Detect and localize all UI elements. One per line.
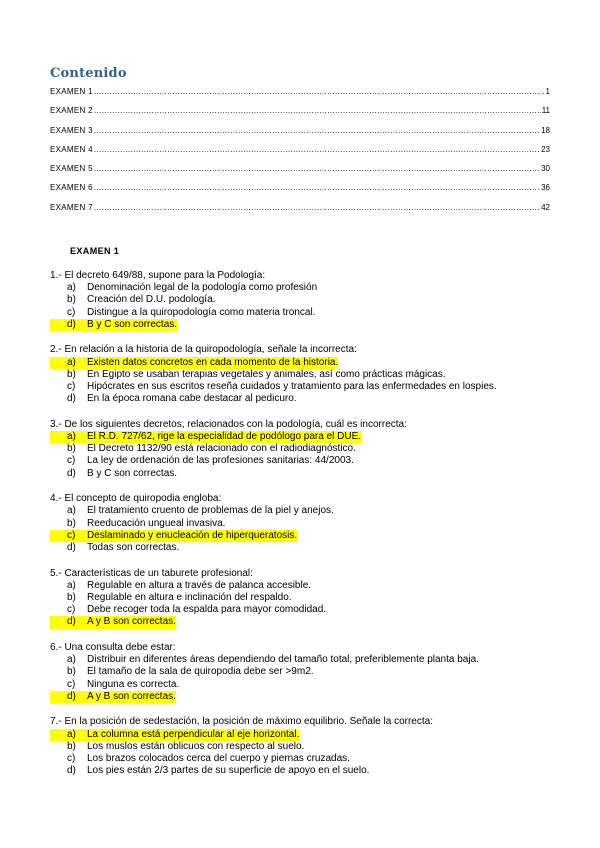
answer-option [50,319,570,331]
answer-option-letter: a) [67,654,76,666]
answer-option-letter: d) [67,393,76,405]
toc-entry-page: 18 [541,125,550,135]
answer-option-text-highlighted: A y B son correctas. [87,690,176,702]
answer-option [50,666,570,678]
answer-option-letter: a) [50,357,87,369]
answer-option-text: Todas son correctas. [87,542,180,554]
answer-option [50,654,570,666]
question-text: 2.- En relación a la historia de la quiropodología, señale la incorrecta: [50,344,357,356]
question-text: 7.- En la posición de sedestación, la posición de máximo equilibrio. Señale la correcta: [50,716,433,728]
answer-option-letter: d) [67,542,76,554]
answer-option [50,381,570,393]
question-text: 4.- El concepto de quiropodia engloba: [50,493,222,505]
toc-entry-page: 23 [541,144,550,154]
toc-entry-page: 36 [541,183,550,193]
toc-entry-label: EXAMEN 2 [50,106,93,116]
answer-option-text: Hipócrates en sus escritos reseña cuidados y tratamiento para las enfermedades en lospies. [87,381,497,393]
answer-option-text: En la época romana cabe destacar al pedicuro. [87,393,297,405]
answer-option-letter: a) [50,729,87,741]
answer-option [50,294,570,306]
answer-option-text: El tratamiento cruento de problemas de la piel y anejos. [87,505,334,517]
question [50,716,570,777]
answer-option-letter: c) [67,306,76,318]
answer-option-text: Los muslos están oblicuos con respecto al suelo. [87,740,305,752]
question-text: 6.- Una consulta debe estar: [50,642,176,654]
answer-option-text: El Decreto 1132/90 está relacionado con el radiodiagnóstico. [87,443,356,455]
toc-entry[interactable] [50,106,550,125]
answer-option-letter: a) [67,282,76,294]
answer-option-letter: d) [67,467,76,479]
answer-option [50,616,570,628]
answer-option-text: Distribuir en diferentes áreas dependiendo del tamaño total, preferiblemente planta baja. [87,654,479,666]
question [50,568,570,629]
exam-heading: EXAMEN 1 [70,246,120,256]
toc-entry[interactable] [50,126,550,145]
answer-option-text: Creación del D.U. podología. [87,294,216,306]
toc-entry[interactable] [50,183,550,202]
table-of-contents [50,87,550,222]
answer-option-letter: c) [67,753,76,765]
toc-entry[interactable] [50,87,550,106]
answer-option-letter: b) [67,368,76,380]
answer-option-text-highlighted: A y B son correctas. [87,616,176,628]
answer-option-text: En Egipto se usaban terapias vegetales y animales, así como prácticas mágicas. [87,368,446,380]
toc-dot-leader [94,183,540,192]
answer-option [50,518,570,530]
question [50,493,570,554]
answer-option [50,455,570,467]
answer-option-text: Regulable en altura a través de palanca accesible. [87,579,312,591]
answer-option-text-highlighted: La columna está perpendicular al eje horizontal. [87,728,300,740]
toc-dot-leader [94,87,545,96]
answer-option [50,604,570,616]
answer-option-text-highlighted: Deslaminado y enucleación de hiperqueratosis. [87,529,298,541]
answer-option-text: La ley de ordenación de las profesiones sanitarias: 44/2003. [87,455,354,467]
answer-option-letter: c) [67,381,76,393]
answer-option-letter: a) [50,431,87,443]
answer-option [50,369,570,381]
toc-entry-label: EXAMEN 6 [50,183,93,193]
question [50,642,570,703]
answer-option-letter: b) [67,294,76,306]
answer-option-letter: c) [67,604,76,616]
toc-entry-page: 11 [541,106,550,116]
answer-option-text-highlighted: B y C son correctas. [87,318,178,330]
answer-option-letter: d) [50,691,87,703]
answer-option [50,679,570,691]
answer-option-text: Regulable en altura e inclinación del respaldo. [87,592,292,604]
answer-option [50,592,570,604]
toc-entry-label: EXAMEN 1 [50,87,93,96]
answer-option [50,431,570,443]
toc-entry-label: EXAMEN 7 [50,202,93,212]
answer-option [50,729,570,741]
answer-option [50,357,570,369]
toc-entry[interactable] [50,145,550,164]
answer-option-letter: c) [67,455,76,467]
answer-option-letter: a) [67,579,76,591]
answer-option [50,741,570,753]
answer-option-text-highlighted: Existen datos concretos en cada momento de la historia. [87,356,339,368]
answer-option-letter: d) [67,765,76,777]
question-text: 5.- Características de un taburete profesional: [50,567,253,579]
answer-option [50,765,570,777]
answer-option-letter: c) [50,530,87,542]
answer-option-text-highlighted: El R.D. 727/62, rige la especialidad de podólogo para el DUE. [87,431,362,443]
answer-option [50,753,570,765]
answer-option [50,307,570,319]
question [50,344,570,405]
answer-option-letter: d) [50,319,87,331]
question [50,270,570,331]
answer-option-text: Los pies están 2/3 partes de su superficie de apoyo en el suelo. [87,765,370,777]
answer-option-letter: b) [67,517,76,529]
answer-option [50,393,570,405]
question-list [50,270,570,791]
answer-option-text: Debe recoger toda la espalda para mayor comodidad. [87,604,327,616]
answer-option-letter: c) [67,678,76,690]
toc-dot-leader [94,126,540,135]
toc-entry-label: EXAMEN 5 [50,164,93,174]
answer-option-text: Distingue a la quiropodología como materia troncal. [87,306,316,318]
answer-option-text: Los brazos colocados cerca del cuerpo y piernas cruzadas. [87,753,350,765]
answer-option-letter: b) [67,443,76,455]
toc-dot-leader [94,106,541,115]
answer-option-letter: b) [67,666,76,678]
answer-option-text: Ninguna es correcta. [87,678,180,690]
toc-entry-label: EXAMEN 4 [50,144,93,154]
answer-option-text: Denominación legal de la podología como profesión [87,282,318,294]
toc-dot-leader [94,164,540,173]
toc-entry[interactable] [50,203,550,222]
toc-dot-leader [94,145,540,154]
question-text: 3.- De los siguientes decretos, relacionados con la podología, cuál es incorrecta: [50,418,407,430]
question [50,419,570,480]
toc-title: Contenido [50,66,127,81]
answer-option [50,443,570,455]
toc-dot-leader [94,203,540,212]
answer-option-text: Reeducación ungueal invasiva. [87,517,226,529]
answer-option [50,580,570,592]
toc-entry-label: EXAMEN 3 [50,125,93,135]
answer-option [50,505,570,517]
answer-option [50,691,570,703]
answer-option-letter: d) [50,616,87,628]
toc-entry-page: 1 [545,87,550,96]
answer-option-letter: b) [67,740,76,752]
answer-option [50,542,570,554]
answer-option [50,282,570,294]
answer-option-letter: a) [67,505,76,517]
question-text: 1.- El decreto 649/88, supone para la Podología: [50,270,266,281]
toc-entry-page: 30 [541,164,550,174]
toc-entry-page: 42 [541,202,550,212]
answer-option-text: B y C son correctas. [87,467,178,479]
answer-option [50,468,570,480]
answer-option [50,530,570,542]
answer-option-letter: b) [67,592,76,604]
answer-option-text: El tamaño de la sala de quiropodia debe ser >9m2. [87,666,314,678]
toc-entry[interactable] [50,164,550,183]
